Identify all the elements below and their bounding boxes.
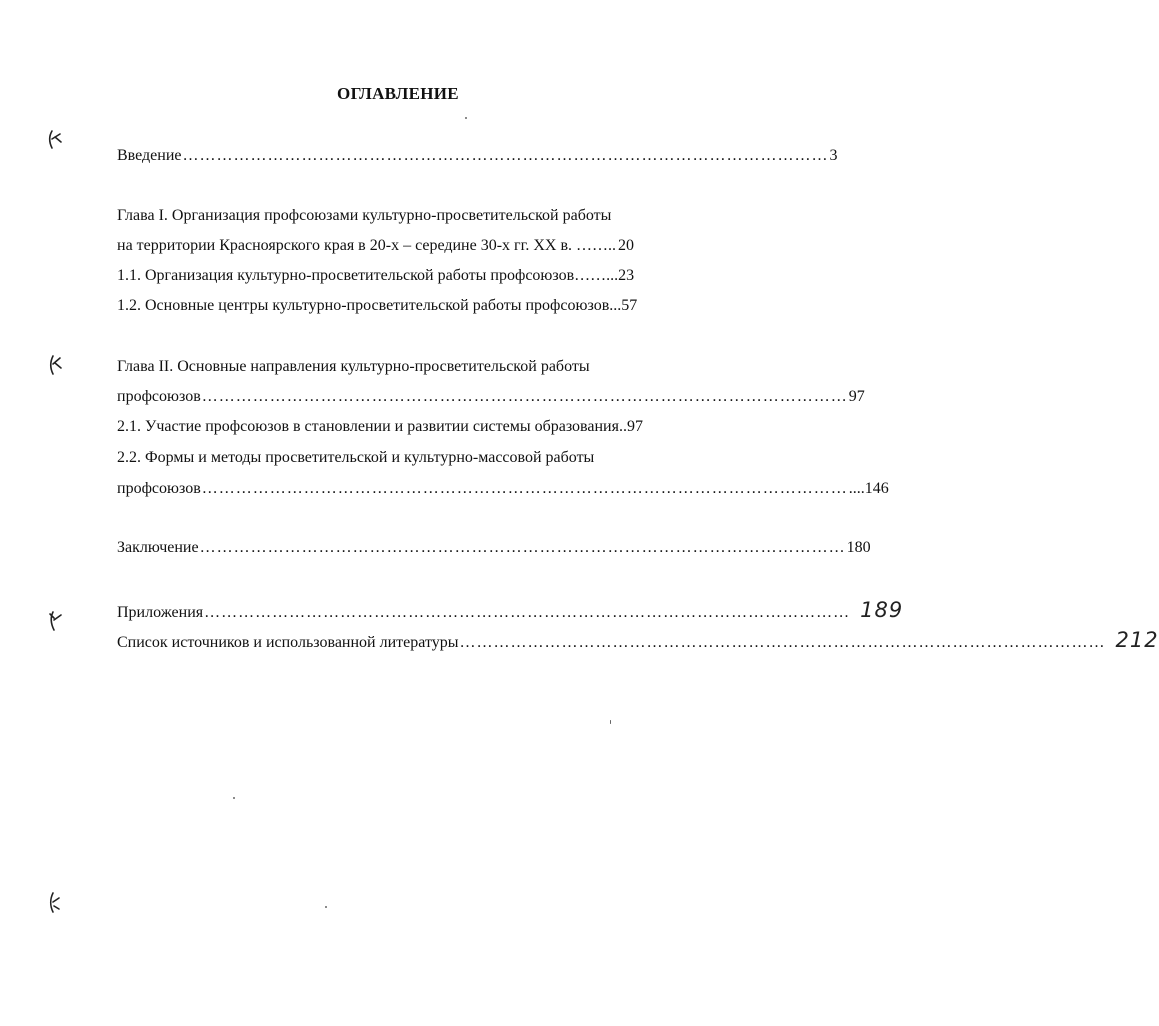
toc-entry-label: 2.1. Участие профсоюзов в становлении и развитии системы образования..: [117, 418, 627, 435]
toc-page-number: 20: [618, 237, 635, 254]
toc-entry-conclusion: [117, 538, 871, 558]
toc-entry-label: Глава I. Организация профсоюзами культурно-просветительской работы: [117, 207, 612, 224]
toc-page-number-handwritten: 189: [860, 598, 904, 622]
scan-speck: [465, 117, 467, 119]
toc-leader-dots: ……………………………………………………………………………………………………: [182, 147, 829, 164]
toc-entry-label: Введение: [117, 147, 182, 164]
toc-page-number: 3: [829, 147, 838, 164]
toc-entry-intro: [117, 146, 838, 166]
margin-check-mark-icon: [46, 890, 64, 914]
toc-page-number: 23: [618, 267, 635, 284]
toc-leader-dots: ……………………………………………………………………………………………………: [201, 388, 848, 405]
toc-page-number: 97: [848, 388, 865, 405]
scan-speck: [233, 797, 235, 799]
toc-entry-section-1-2: [117, 296, 637, 316]
toc-entry-label: Глава II. Основные направления культурно-просветительской работы: [117, 358, 590, 375]
toc-entry-chapter-2: [117, 387, 865, 407]
toc-entry-section-2-1: [117, 417, 643, 437]
toc-entry-section-2-2: [117, 479, 889, 499]
toc-page-number: 97: [626, 418, 643, 435]
scan-speck: [610, 720, 611, 724]
toc-entry-appendices: [117, 598, 904, 622]
toc-leader-dots: ……………………………………………………………………………………………………: [459, 634, 1106, 651]
scan-speck: [325, 906, 327, 908]
toc-entry-chapter-1: [117, 236, 691, 256]
toc-page-number: 57: [621, 297, 638, 314]
toc-entry-label: профсоюзов: [117, 480, 201, 497]
margin-check-mark-icon: [46, 353, 64, 377]
toc-entry-label: Приложения: [117, 604, 204, 621]
toc-entry-label: 2.2. Формы и методы просветительской и культурно-массовой работы: [117, 449, 595, 466]
toc-entry-label: Список источников и использованной литературы: [117, 634, 459, 651]
toc-entry-label: 1.1. Организация культурно-просветительской работы профсоюзов……...: [117, 267, 619, 284]
toc-page-number: 180: [846, 539, 871, 556]
toc-entry-section-1-1: [117, 266, 634, 286]
toc-leader-dots: ……………………………………………………………………………………………………: [199, 539, 846, 556]
page-title: ОГЛАВЛЕНИЕ: [337, 84, 459, 103]
toc-entry-section-2-2-title: [117, 448, 594, 468]
toc-page-number: ....146: [848, 480, 889, 497]
toc-entry-chapter-1-title: [117, 206, 611, 226]
margin-check-mark-icon: [46, 608, 64, 632]
toc-entry-bibliography: [117, 628, 1159, 652]
toc-entry-label: Заключение: [117, 539, 199, 556]
toc-entry-label: профсоюзов: [117, 388, 201, 405]
toc-leader-dots: ……………………………………………………………………………………………………: [201, 480, 848, 497]
toc-entry-chapter-2-title: [117, 357, 590, 377]
toc-entry-label: на территории Красноярского края в 20-х – середине 30-х гг. XX в. ……..: [117, 237, 617, 254]
toc-page-number-handwritten: 212: [1115, 628, 1159, 652]
margin-check-mark-icon: [46, 128, 64, 152]
toc-leader-dots: ……………………………………………………………………………………………………: [204, 604, 851, 621]
toc-entry-label: 1.2. Основные центры культурно-просветительской работы профсоюзов...: [117, 297, 622, 314]
